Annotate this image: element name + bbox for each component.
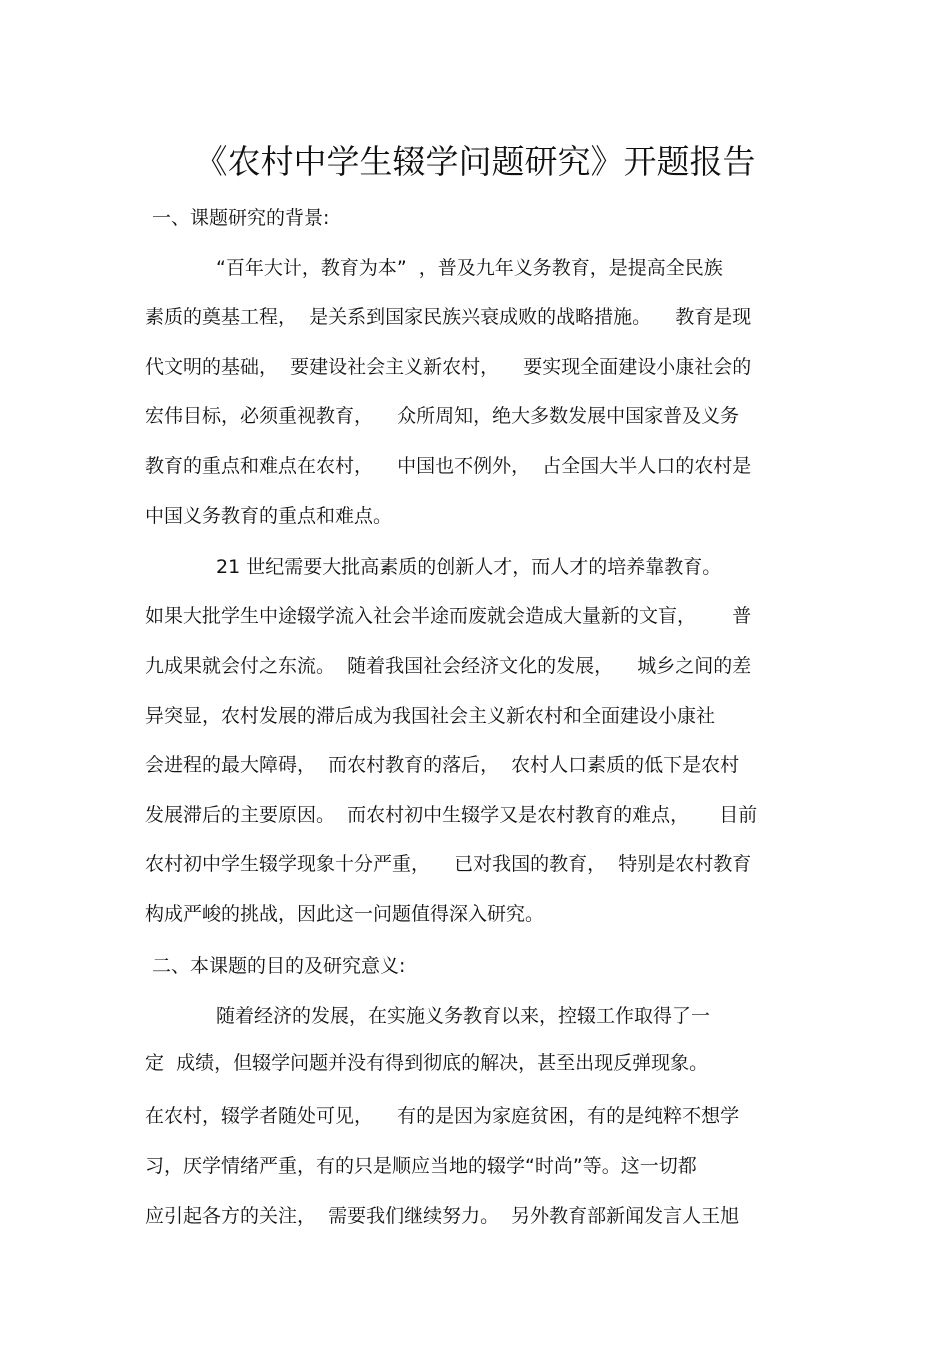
- text-line: 随着经济的发展，在实施义务教育以来，控辍工作取得了一: [216, 1005, 711, 1027]
- text-line: 农村初中学生辍学现象十分严重， 已对我国的教育， 特别是农村教育: [145, 853, 752, 875]
- section-2-heading: 二、本课题的目的及研究意义:: [152, 955, 406, 977]
- section-1-heading: 一、课题研究的背景:: [152, 207, 330, 229]
- text-line: 宏伟目标，必须重视教育， 众所周知，绝大多数发展中国家普及义务: [145, 405, 740, 427]
- text-line: 九成果就会付之东流。 随着我国社会经济文化的发展， 城乡之间的差: [145, 655, 752, 677]
- text-line: 如果大批学生中途辍学流入社会半途而废就会造成大量新的文盲， 普: [145, 605, 752, 627]
- text-line: 会进程的最大障碍， 而农村教育的落后， 农村人口素质的低下是农村: [145, 754, 740, 776]
- text-line: 习，厌学情绪严重，有的只是顺应当地的辍学“时尚”等。这一切都: [145, 1155, 697, 1177]
- text-line: 教育的重点和难点在农村， 中国也不例外， 占全国大半人口的农村是: [145, 455, 752, 477]
- text-line: 异突显，农村发展的滞后成为我国社会主义新农村和全面建设小康社: [145, 705, 716, 727]
- text-line: 中国义务教育的重点和难点。: [145, 505, 393, 527]
- text-line: “百年大计，教育为本” ，普及九年义务教育，是提高全民族: [216, 257, 723, 279]
- text-line: 应引起各方的关注， 需要我们继续努力。 另外教育部新闻发言人王旭: [145, 1205, 740, 1227]
- text-line: 定 成绩，但辍学问题并没有得到彻底的解决，甚至出现反弹现象。: [145, 1052, 709, 1074]
- text-line: 发展滞后的主要原因。 而农村初中生辍学又是农村教育的难点， 目前: [145, 804, 758, 826]
- text-line: 在农村，辍学者随处可见， 有的是因为家庭贫困，有的是纯粹不想学: [145, 1105, 740, 1127]
- text-line: 代文明的基础， 要建设社会主义新农村， 要实现全面建设小康社会的: [145, 356, 752, 378]
- text-line: 21 世纪需要大批高素质的创新人才，而人才的培养靠教育。: [216, 556, 722, 578]
- document-title: 《农村中学生辍学问题研究》开题报告: [194, 142, 756, 181]
- text-line: 构成严峻的挑战，因此这一问题值得深入研究。: [145, 903, 545, 925]
- text-line: 素质的奠基工程， 是关系到国家民族兴衰成败的战略措施。 教育是现: [145, 306, 752, 328]
